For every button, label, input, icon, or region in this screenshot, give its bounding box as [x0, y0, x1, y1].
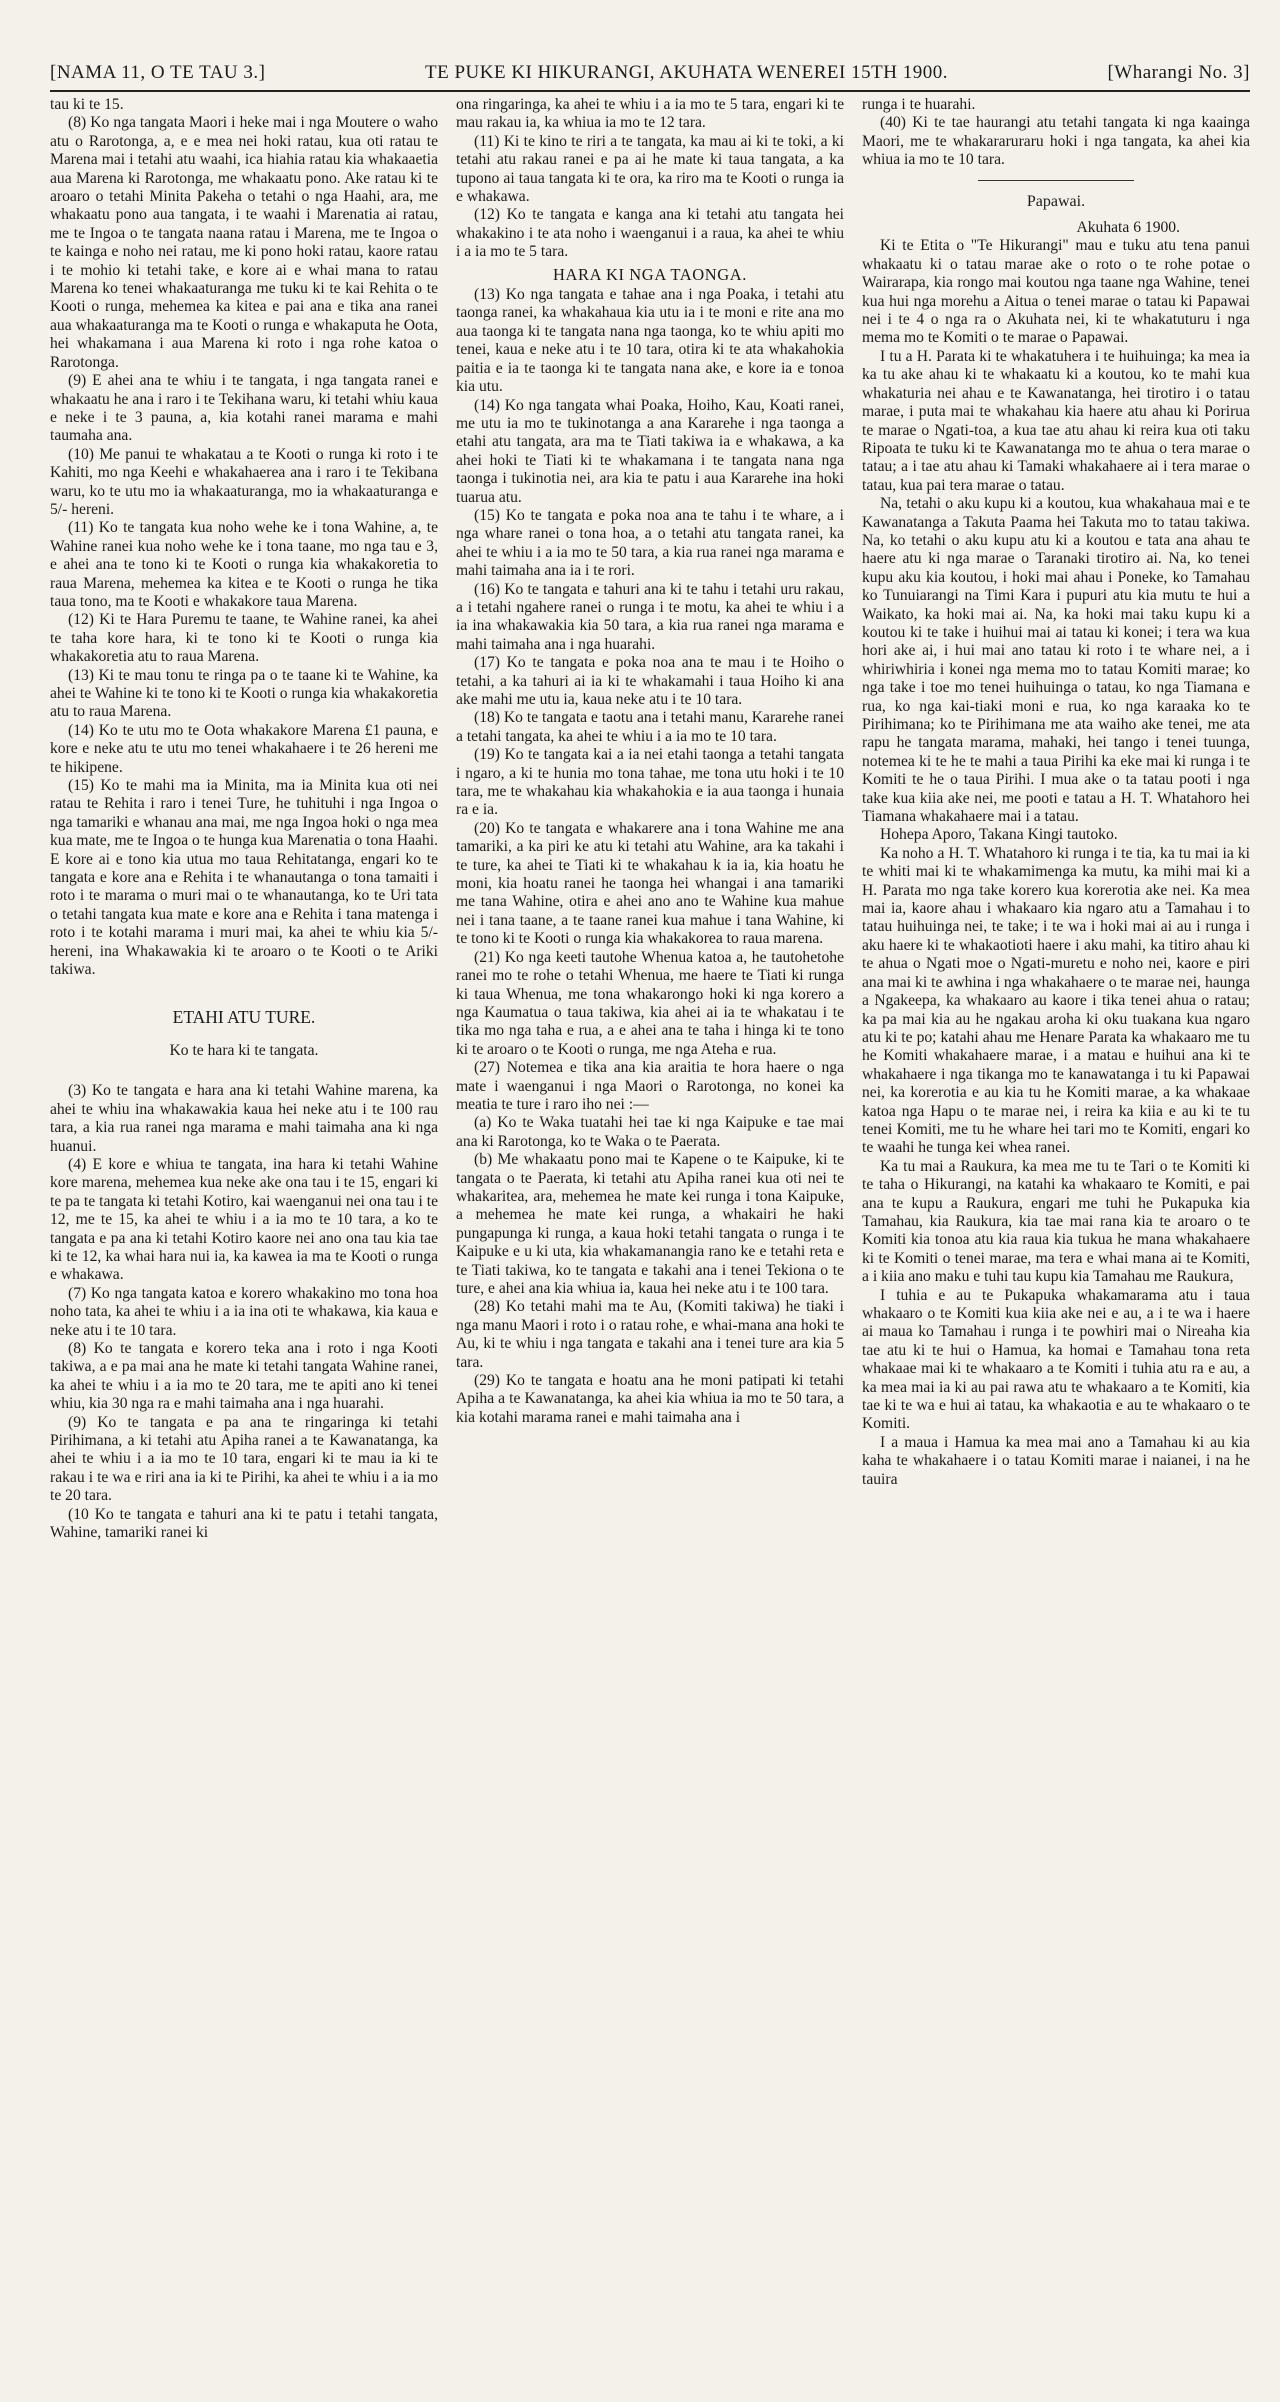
divider	[978, 180, 1133, 181]
letter-place: Papawai.	[1026, 192, 1086, 210]
paragraph: (14) Ko te utu mo te Oota whakakore Marena £1 pauna, e kore e neke atu te utu mo tenei whakahaere i te 26 hereni me te hikipene.	[50, 721, 438, 776]
paragraph: (12) Ki te Hara Puremu te taane, te Wahine ranei, ka ahei te taha kore hara, ki te tono ki te Kooti o runga kia whakakoretia atu to raua Marena.	[50, 611, 438, 666]
paragraph: I tu a H. Parata ki te whakatuhera i te huihuinga; ka mea ia ka tu ake ahau ki te whakaatu ki a koutou, ko te mahi kua whakaturia nei ahau e te Kawanatanga, hei tirotiro i o tatau marae, i puta mai te whakahau kia haere atu ahau ki Porirua te marae o Ngati-toa, a kua tae atu ahau ki reira kua oti taku Ripoata te tuku ki te Kawanatanga mo te ahua o tera marae o tatau; a i tae atu ahau ki Tamaki whakahaere ai i tera marae o tatau, kua pai tera marae o tatau.	[862, 347, 1250, 494]
paragraph: (28) Ko tetahi mahi ma te Au, (Komiti takiwa) he tiaki i nga manu Maori i roto i o ratau rohe, e whai-mana ana hoki te Au, ki te whiu i nga tangata e takahi ana i tenei ture ara kia 5 tara.	[456, 1298, 844, 1371]
column-1	[50, 96, 438, 2386]
paragraph: tau ki te 15.	[50, 96, 124, 113]
paragraph: ona ringaringa, ka ahei te whiu i a ia mo te 5 tara, engari ki te mau rakau ia, ka whiua ia mo te 12 tara.	[456, 96, 844, 132]
paragraph: (29) Ko te tangata e hoatu ana he moni patipati ki tetahi Apiha a te Kawanatanga, ka ahei kia whiua ia mo te 50 tara, a kia kotahi marama ranei e mahi taimaha ana i	[456, 1372, 844, 1426]
paragraph: I tuhia e au te Pukapuka whakamarama atu i taua whakaaro o te Komiti kua kiia ake nei e au, a i te wa i haere ai maua ko Tamahau i runga i te powhiri mai o Nireaha kia tae atu ki te hui o Hamua, ka homai e Tamahau tona reta whakaae mai ki te whakaaro a te Komiti i tuhia atu ra e au, a ka mea mai ia ki au pai rawa atu te whakaaro a te Komiti, kia tae ki te wa e hui ai tatau, ka whakaotia e au te whakaaro o te Komiti.	[862, 1286, 1250, 1433]
paragraph: (12) Ko te tangata e kanga ana ki tetahi atu tangata hei whakakino i te ata noho i waenganui i a raua, ka ahei te whiu i a ia mo te 5 tara.	[456, 206, 844, 261]
paragraph: (11) Ko te tangata kua noho wehe ke i tona Wahine, a, te Wahine ranei kua noho wehe ke i tona taane, mo nga tau e 3, e ahei ana te tono ki te Kooti o runga kia whakakoretia to raua Marena, mehemea ka kitea e te Kooti o runga he tika taua tono, ma te Kooti e whakakore taua Marena.	[50, 519, 438, 610]
paragraph: (13) Ki te mau tonu te ringa pa o te taane ki te Wahine, ka ahei te Wahine ki te tono ki te Kooti o runga kia whakakoretia atu to raua Marena.	[50, 666, 438, 721]
issue-number: [NAMA 11, O TE TAU 3.]	[50, 62, 266, 83]
paragraph: (13) Ko nga tangata e tahae ana i nga Poaka, i tetahi atu taonga ranei, ka whakahaua kia utu ia i te moni e rite ana mo aua taonga ki te tangata nana nga taonga, ko te whiu apiti mo tenei, kaua e neke atu i te 10 tara, otira ki te ata whakahokia paitia e ia te taonga ki te tangata nana ake, e kore ia e tonoa kia utu.	[456, 286, 844, 396]
text-columns	[50, 96, 1250, 2386]
paragraph: (17) Ko te tangata e poka noa ana te mau i te Hoiho o tetahi, a ka tahuri ai ia ki te whakamahi i taua Hoiho ki ana ake mahi me utu ia, kaua neke atu i te 10 tara.	[456, 654, 844, 708]
section-heading: HARA KI NGA TAONGA.	[552, 264, 748, 284]
paragraph: Hohepa Aporo, Takana Kingi tautoko.	[880, 826, 1118, 844]
paragraph: Ki te Etita o "Te Hikurangi" mau e tuku atu tena panui whakaatu ki o tatau marae ake o roto o te rohe potae o Wairarapa, kia rongo mai koutou nga taane nga Wahine, tenei kua hui nga morehu a Aitua o tenei marae o tatau ki Papawai nei i te 4 o nga ra o Akuhata nei, ki te whakatuturu i nga mema mo te Komiti o te marae o Papawai.	[862, 237, 1250, 347]
page-number: [Wharangi No. 3]	[1107, 62, 1250, 83]
paragraph: (11) Ki te kino te riri a te tangata, ka mau ai ki te toki, a ki tetahi atu rakau ranei e pa ai he mate ki taua tangata, a ka tupono ai taua tangata ki te ora, ka riro ma te Kooti o runga ia e whakawa.	[456, 132, 844, 206]
masthead-title: TE PUKE KI HIKURANGI, AKUHATA WENEREI 15TH 1900.	[425, 62, 948, 83]
paragraph: (10 Ko te tangata e tahuri ana ki te patu i tetahi tangata, Wahine, tamariki ranei ki	[50, 1505, 438, 1542]
column-2	[456, 96, 844, 2386]
section-heading: ETAHI ATU TURE.	[172, 1006, 316, 1027]
paragraph: (16) Ko te tangata e tahuri ana ki te tahu i tetahi uru rakau, a i tetahi ngahere ranei o runga i te motu, ka ahei te whiu i a ia ina whakawakia kia 50 tara, a kia rua ranei nga marama e mahi taimaha ana i nga huarahi.	[456, 580, 844, 653]
paragraph: (15) Ko te tangata e poka noa ana te tahu i te whare, a i nga whare ranei o tona hoa, a o tetahi atu tangata ranei, ka ahei te whiu i a ia mo te 50 tara, a kia rua ranei nga marama e mahi taimaha ana ia i te rori.	[456, 506, 844, 580]
paragraph: (9) Ko te tangata e pa ana te ringaringa ki tetahi Pirihimana, a ki tetahi atu Apiha ranei a te Kawanatanga, ka ahei te whiu i a ia mo te 10 tara, engari ki te mau ia ki te rakau i te wa e riri ana ia ki te Pirihi, ka ahei te whiu i a ia mo te 20 tara.	[50, 1413, 438, 1505]
paragraph: (8) Ko te tangata e korero teka ana i roto i nga Kooti takiwa, a e pa mai ana he mate ki tetahi tangata Wahine ranei, ka ahei te whiu i a ia mo te 20 tara, me te apiti ano ki tenei whiu, kia 30 nga ra e mahi taimaha ana i nga huarahi.	[50, 1340, 438, 1413]
paragraph: Na, tetahi o aku kupu ki a koutou, kua whakahaua mai e te Kawanatanga a Takuta Paama hei Takuta mo to tatau takiwa. Na, ko tetahi o aku kupu atu ki a koutou e tata ana ahau te haere atu ki nga marae o Taranaki tirotiro ai. Na, ko tenei kupu aku kia koutou, i hoki mai ahau i Poneke, ko Tamahau ko Tunuiarangi na Timi Kara i pupuri atu kia mutu te hui a Waikato, ka hoki mai ai. Na, ka hoki mai taku kupu ki a koutou ki te take i huihui mai ai tatau ki konei; i tera wa kua hori ake ai, i hui mai ano tatau ki roto i te whare nei, a i whiriwhiria i konei nga mema mo to tatau Komiti marae; ko nga take i toe mo tenei huihuinga o tatau, ko nga Tiamana e rua, ko nga kai-tiaki moni e rua, ko nga karaaka ko te Pirihimana; ko te Pirihimana me ata waiho ake tenei, me ata rapu he tangata marama, mahaki, hei tango i tenei tuunga, notemea ki te he te mahi a taua Pirihi ka eke mai ki runga i te Komiti te he o taua Pirihi. I mua ake o ta tatau pooti i nga take kua kiia ake nei, me pooti e tatau a H. T. Whatahoro hei Tiamana whakahaere mai i a tatau.	[862, 495, 1250, 826]
paragraph: (a) Ko te Waka tuatahi hei tae ki nga Kaipuke e tae mai ana ki Rarotonga, ko te Waka o te Paerata.	[456, 1114, 844, 1150]
letter-date: Akuhata 6 1900.	[1076, 219, 1180, 237]
paragraph: Ka tu mai a Raukura, ka mea me tu te Tari o te Komiti ki te taha o Hikurangi, na katahi ka whakaaro te Komiti, e pai ana te kupu a Raukura, engari me tuhi he Pukapuka kia Tamahau, kia Raukura, kia tae mai rana kia te aroaro o te Komiti kia tonoa atu kia raua kia tukua he mana whakahaere ki te Komiti o tenei marae, ma tera e whai mana ai te Komiti, a i kiia ano maku e tuhi tau kupu kia Tamahau me Raukura,	[862, 1157, 1250, 1286]
paragraph: (8) Ko nga tangata Maori i heke mai i nga Moutere o waho atu o Rarotonga, a, e e mea nei hoki ratau, kua oti ratau te Marena mai i tetahi atu waahi, ica hiahia ratau kia whakaaetia aua Marena ki Rarotonga, me whakaatu pono. Ake ratau ki te aroaro o tetahi Minita Pakeha o tetahi o nga Haahi, ara, me whakaatu pono aua tangata, i te waahi i Marenatia ai ratau, me te Ingoa o te tangata naana ratau i Marena, me te Ingoa o te kainga e noho nei ratau, me ki pono hoki ratau, kaore ratau i te mohio ki tetahi take, e kore ai e whai mana to ratau Marena ko tenei whakaaturanga me tuku ki te kai Rehita o te Kooti o runga, mehemea ka kitea e pai ana e tika ana ranei aua whakaaturanga ma te Kooti o runga e whakaputa he Oota, hei whakamana i aua Marena ki roto i nga rohe katoa o Rarotonga.	[50, 114, 438, 371]
paragraph: (9) E ahei ana te whiu i te tangata, i nga tangata ranei e whakaatu he ana i raro i te Tekihana waru, ki tetahi whiu kaua e neke i te 3 pauna, a, kia kotahi ranei marama e mahi taumaha ana.	[50, 372, 438, 445]
paragraph: (19) Ko te tangata kai a ia nei etahi taonga a tetahi tangata i ngaro, a ki te hunia mo tona tahae, me tona utu hoki i te 10 tara, me te whakahau kia whakahokia e ia aua taonga i hunaia ra e ia.	[456, 746, 844, 819]
column-3	[862, 96, 1250, 2386]
page-header	[50, 62, 1250, 92]
paragraph: I a maua i Hamua ka mea mai ano a Tamahau ki au kia kaha te whakahaere i o tatau Komiti marae i naianei, i na he tauira	[862, 1433, 1250, 1488]
paragraph: (7) Ko nga tangata katoa e korero whakakino mo tona hoa noho tata, ka ahei te whiu i a ia ina oti te whakawa, kia kaua e neke atu i te 10 tara.	[50, 1284, 438, 1339]
section-subheading: Ko te hara ki te tangata.	[169, 1041, 319, 1059]
paragraph: (40) Ki te tae haurangi atu tetahi tangata ki nga kaainga Maori, me te whakararuraru hoki i nga tangata, ka ahei kia whiua ia mo te 10 tara.	[862, 114, 1250, 169]
paragraph: runga i te huarahi.	[862, 96, 976, 113]
paragraph: (18) Ko te tangata e taotu ana i tetahi manu, Kararehe ranei a tetahi tangata, ka ahei te whiu i a ia mo te 10 tara.	[456, 709, 844, 745]
paragraph: (27) Notemea e tika ana kia araitia te hora haere o nga mate i waenganui i nga Maori o Rarotonga, no konei ka meatia te ture i raro iho nei :—	[456, 1059, 844, 1113]
paragraph: Ka noho a H. T. Whatahoro ki runga i te tia, ka tu mai ia ki te whiti mai ki te whakamimenga ka mutu, ka mihi mai ki a H. Parata mo nga take korero kua korerotia ake nei. Ka mea mai ia, kaore ahau i whakaaro kia ngaro atu a Tamahau i to tatau huihuinga nei, te take; i te wa i hoki mai ai au i runga i aku haere ki te whakaotioti haere i aku mahi, ka titiro ahau ki te ahua o Ngati moe o Ngati-muretu e noho nei, kaore e piri ana mai ki te awhina i nga whakahaere o te marae nei, haunga a Ngakeepa, ka whakaaro au kaore i tika tenei ahua o ratau; ka pa mai kia au he ngakau aroha ki oku tuakana kua ngaro atu ki te po; katahi ahau me Henare Parata ka whakaaro me tu he Komiti whakahaere marae, i a matau e huihui ana ki te whakahaere i nga tikanga mo te kanawatanga i tu ki Papawai nei, ka korerotia e au kia tu he Komiti marae, a ka whakaae katoa nga Hapu o te marae nei, i reira ka kiia e au ki te tu tenei Komiti, me tu he whare hei tari mo te Komiti, engari ko te waahi he tunga kei whea ranei.	[862, 844, 1250, 1157]
paragraph: (20) Ko te tangata e whakarere ana i tona Wahine me ana tamariki, a ka piri ke atu ki tetahi atu Wahine, ara ka takahi i te ture, ka ahei te Tiati ki te whakahau k ia ia, kia hoatu he moni, kia hoatu ranei he taonga hei whangai i ana tamariki me tana Wahine, otira e ahei ano ano te Wahine kua mahue nei i tana taane, a te taane ranei kua mahue i tana Wahine, ki te tono ki te Kooti o runga kia whakakorea to raua marena.	[456, 819, 844, 948]
paragraph: (10) Me panui te whakatau a te Kooti o runga ki roto i te Kahiti, mo nga Keehi e whakahaerea ana i raro i te Tekibana waru, ko te utu mo ia whakaaturanga, mo ia whakaaturanga e 5/- hereni.	[50, 445, 438, 518]
paragraph: (14) Ko nga tangata whai Poaka, Hoiho, Kau, Koati ranei, me utu ia mo te tukinotanga a ana Kararehe i nga taonga a etahi atu tangata, ara ma te Tiati takiwa ia e whakawa, a ka ahei hoki te Tiati ki te whakamana i te tangata nana nga taonga i tukinotia nei, ara kia te patu i aua Kararehe ina hoki tuarua atu.	[456, 396, 844, 506]
paragraph: (21) Ko nga keeti tautohe Whenua katoa a, he tautohetohe ranei mo te rohe o tetahi Whenua, me haere te Tiati ki runga ki taua Whenua, me tona whakarongo hoki ki nga korero a nga Kaumatua o taua takiwa, kia ahei ai ia te whakatau i te tika mo nga taha e rua, a e ahei ana te taha i hinga ki te tono ki te aroaro o te Kooti o runga, me nga Ateha e rua.	[456, 948, 844, 1058]
paragraph: (3) Ko te tangata e hara ana ki tetahi Wahine marena, ka ahei te whiu ina whakawakia kaua hei neke atu i te 100 rau tara, a kia rua ranei nga marama e mahi taimaha ana ki nga huanui.	[50, 1082, 438, 1155]
paragraph: (b) Me whakaatu pono mai te Kapene o te Kaipuke, ki te tangata o te Paerata, ki tetahi atu Apiha ranei kua oti nei te whakaritea, ara, mehemea he mate kei runga i tona Kaipuke, a mehemea he mate kei runga, a whakairi he haki pungapunga ki runga, a kaua hoki tetahi tangata o runga i te Kaipuke e u ki uta, kia whakamanangia rano ke e tetahi reta e te Tiati takiwa, ko te tangata e takahi ana i tenei Tekiona o te ture, e ahei ana kia whiua ia, kaua hei neke atu i te 100 tara.	[456, 1151, 844, 1297]
paragraph: (4) E kore e whiua te tangata, ina hara ki tetahi Wahine kore marena, mehemea kua neke ake ona tau i te 15, engari ki te pa te tangata ki tetahi Kotiro, kai waenganui nei ona tau i te 12, me te 15, ka ahei te whiu i a ia mo te 10 tara, a ko te tangata e pa ana ki tetahi Kotiro kaore nei ano ona tau kia tae ki te 12, ka whai hara nui ia, ka kawea ia ma te Kooti o runga e whakawa.	[50, 1155, 438, 1284]
paragraph: (15) Ko te mahi ma ia Minita, ma ia Minita kua oti nei ratau te Rehita i raro i tenei Ture, he tuhituhi i nga Ingoa o nga tamariki e whanau ana mai, me nga Ingoa hoki o nga mea kua mate, me te Ingoa o te hunga kua Marenatia o tona Haahi. E kore ai e tono kia utua mo taua Rehitatanga, engari ko te tangata e kore ana e Rehita i te whanautanga o tona tamaiti i roto i te marama o muri mai o te whanautanga, ko te Uri tata o tetahi tangata kua mate e kore ana e Rehita i tana matenga i roto i te kotahi marama i muri mai, ka ahei te whiu kia 5/- hereni, ina Whakawakia ki te aroaro o te Kooti o te Ariki takiwa.	[50, 777, 438, 979]
